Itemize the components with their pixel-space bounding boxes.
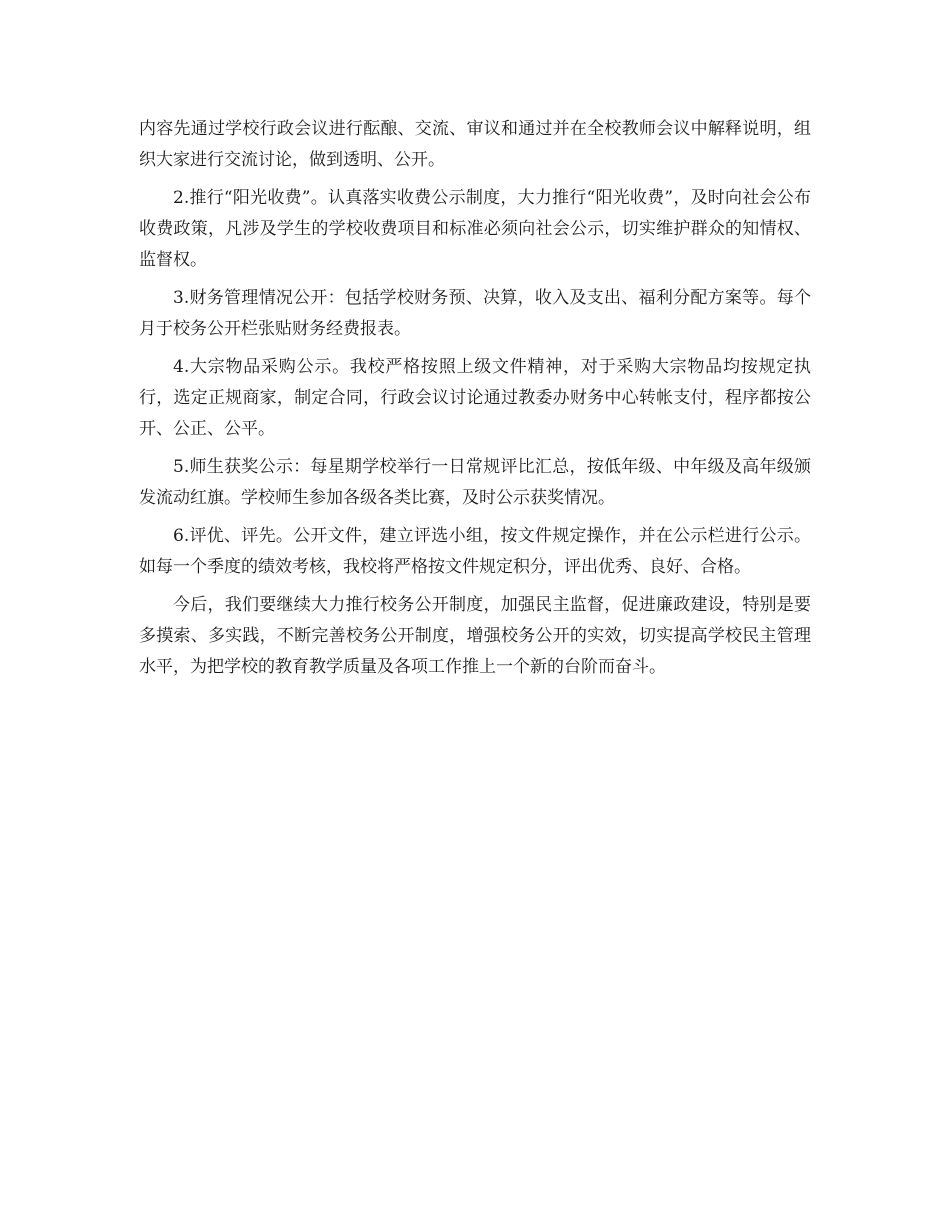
paragraph-awards: 5.师生获奖公示：每星期学校举行一日常规评比汇总，按低年级、中年级及高年级颁发流动红旗。学校师生参加各级各类比赛，及时公示获奖情况。 [139, 457, 811, 508]
paragraph-evaluation: 6.评优、评先。公开文件，建立评选小组，按文件规定操作，并在公示栏进行公示。如每一个季度的绩效考核，我校将严格按文件规定积分，评出优秀、良好、合格。 [139, 526, 811, 577]
paragraph-conclusion: 今后，我们要继续大力推行校务公开制度，加强民主监督，促进廉政建设，特别是要多摸索、多实践，不断完善校务公开制度，增强校务公开的实效，切实提高学校民主管理水平，为把学校的教育教学质量及各项工作推上一个新的台阶而奋斗。 [139, 595, 811, 677]
paragraph-continuation: 内容先通过学校行政会议进行酝酿、交流、审议和通过并在全校教师会议中解释说明，组织大家进行交流讨论，做到透明、公开。 [139, 119, 811, 170]
paragraph-procurement: 4.大宗物品采购公示。我校严格按照上级文件精神，对于采购大宗物品均按规定执行，选定正规商家，制定合同，行政会议讨论通过教委办财务中心转帐支付，程序都按公开、公正、公平。 [139, 357, 811, 439]
paragraph-sunshine-fees: 2.推行“阳光收费”。认真落实收费公示制度，大力推行“阳光收费”，及时向社会公布收费政策，凡涉及学生的学校收费项目和标准必须向社会公示，切实维护群众的知情权、监督权。 [139, 188, 811, 270]
document-body [139, 114, 811, 690]
paragraph-financial-disclosure: 3.财务管理情况公开：包括学校财务预、决算，收入及支出、福利分配方案等。每个月于校务公开栏张贴财务经费报表。 [139, 288, 811, 339]
